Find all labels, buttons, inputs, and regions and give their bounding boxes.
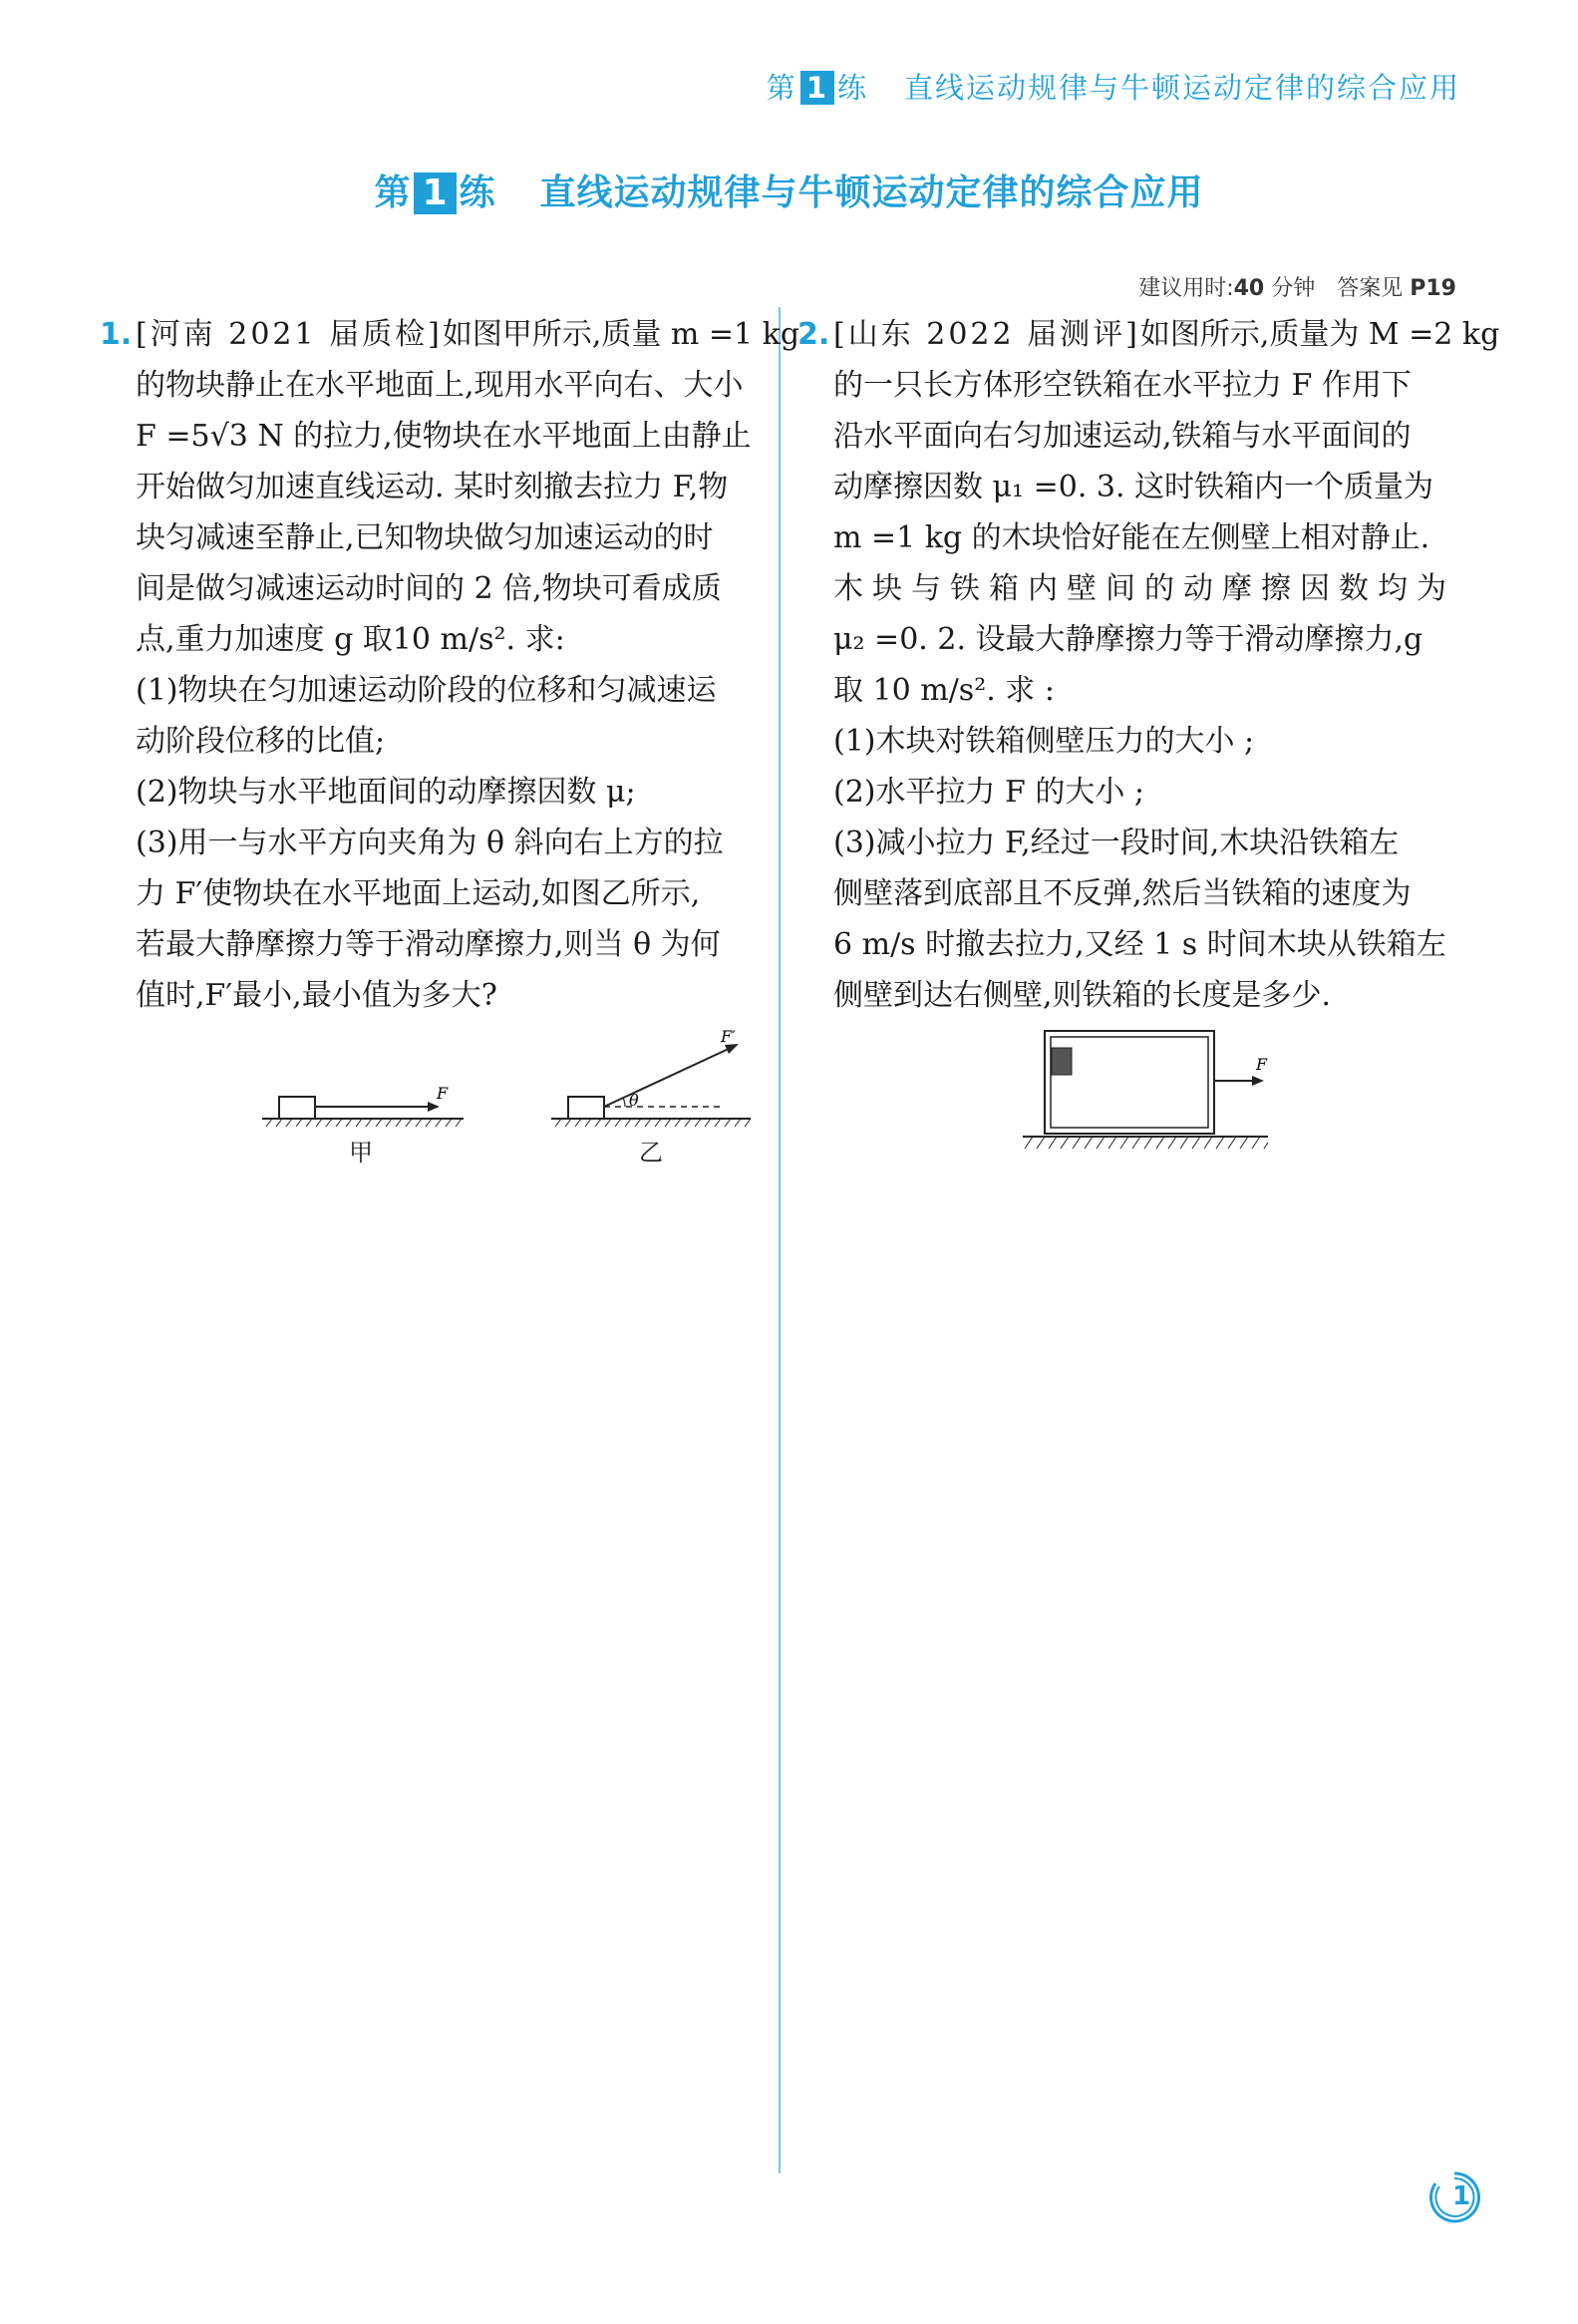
q1-line-6: 点,重力加速度 g 取10 m/s². 求: [136,622,565,657]
header-number: 1 [800,71,834,105]
question-1 [100,309,800,1021]
q1-line [100,309,800,360]
header-suffix: 练 [836,71,868,105]
q1-number: 1. [100,317,133,352]
ground-hatch [1025,1137,1268,1149]
force-label-f: F [437,1084,449,1103]
q2-line-9: (2)水平拉力 F 的大小 ; [833,775,1145,810]
q2-line-11: 侧壁落到底部且不反弹,然后当铁箱的速度为 [833,876,1412,911]
q1-line-3: 开始做匀加速直线运动. 某时刻撤去拉力 F,物 [136,470,729,504]
column-divider [779,307,781,2173]
answer-page: P19 [1410,276,1456,301]
q2-line-5: 木块与铁箱内壁间的动摩擦因数均为 [833,571,1455,606]
time-hint [1138,271,1456,302]
arrow-head [428,1102,440,1112]
q1-line-7: (1)物块在匀加速运动阶段的位移和匀减速运 [136,673,717,708]
box-outer-wall [1045,1031,1214,1134]
title-prefix: 第 [374,172,412,213]
q2-line-0: 如图所示,质量为 M =2 kg [1139,317,1500,352]
title-suffix: 练 [459,172,496,213]
angle-arc [623,1098,625,1107]
q2-line-12: 6 m/s 时撤去拉力,又经 1 s 时间木块从铁箱左 [833,927,1446,962]
q2-line-13: 侧壁到达右侧壁,则铁箱的长度是多少. [833,978,1332,1013]
header-prefix: 第 [766,71,797,105]
figure-a-caption: 甲 [349,1139,373,1166]
ground-hatch [266,1119,462,1127]
q1-line-5: 间是做匀减速运动时间的 2 倍,物块可看成质 [136,571,722,606]
q1-line-1: 的物块静止在水平地面上,现用水平向右、大小 [136,368,744,403]
page-number: 1 [1451,2181,1471,2211]
q1-line-10: (3)用一与水平方向夹角为 θ 斜向右上方的拉 [136,826,724,860]
time-unit: 分钟 [1264,276,1316,301]
angle-label: θ [629,1091,639,1110]
q2-line-6: μ₂ =0. 2. 设最大静摩擦力等于滑动摩擦力,g [833,622,1423,657]
block [568,1097,604,1119]
q2-source: [山东 2022 届测评] [833,317,1140,352]
q2-line-2: 沿水平面向右匀加速运动,铁箱与水平面间的 [833,419,1412,454]
arrow-head [1252,1076,1264,1086]
time-value: 40 [1233,276,1265,301]
figure-b-caption: 乙 [639,1139,663,1166]
q1-line-11: 力 F′使物块在水平地面上运动,如图乙所示, [136,876,701,911]
q1-line-8: 动阶段位移的比值; [136,724,386,759]
q1-line-2: F =5√3 N 的拉力,使物块在水平地面上由静止 [136,419,752,454]
page-title [0,165,1578,215]
q2-number: 2. [797,317,830,352]
title-number: 1 [414,172,456,214]
header-title: 直线运动规律与牛顿运动定律的综合应用 [903,71,1460,105]
running-header [767,66,1460,107]
q1-line-4: 块匀减速至静止,已知物块做匀加速运动的时 [136,520,714,555]
q2-line [797,309,1500,360]
block [279,1097,315,1119]
q2-line-10: (3)减小拉力 F,经过一段时间,木块沿铁箱左 [833,826,1400,860]
q2-line-8: (1)木块对铁箱侧壁压力的大小 ; [833,724,1255,759]
q2-line-3: 动摩擦因数 μ₁ =0. 3. 这时铁箱内一个质量为 [833,470,1434,504]
q1-line-12: 若最大静摩擦力等于滑动摩擦力,则当 θ 为何 [136,927,721,962]
q1-line-0: 如图甲所示,质量 m =1 kg [442,317,800,352]
time-label: 建议用时: [1138,276,1234,301]
q2-line-4: m =1 kg 的木块恰好能在左侧壁上相对静止. [833,520,1430,555]
wood-block [1052,1048,1072,1075]
force-label-f: F [1256,1055,1268,1074]
force-label-fprime: F′ [721,1027,736,1046]
question-2 [797,309,1500,1021]
q1-source: [河南 2021 届质检] [136,317,443,352]
q2-line-7: 取 10 m/s². 求 : [833,673,1055,708]
q1-line-13: 值时,F′最小,最小值为多大? [136,978,497,1013]
q2-line-1: 的一只长方体形空铁箱在水平拉力 F 作用下 [833,368,1412,403]
title-text: 直线运动规律与牛顿运动定律的综合应用 [539,172,1204,213]
ground-hatch [555,1119,751,1127]
figure-iron-box [1017,1027,1276,1166]
q1-line-9: (2)物块与水平地面间的动摩擦因数 μ; [136,775,636,810]
answer-label: 答案见 [1337,276,1411,301]
